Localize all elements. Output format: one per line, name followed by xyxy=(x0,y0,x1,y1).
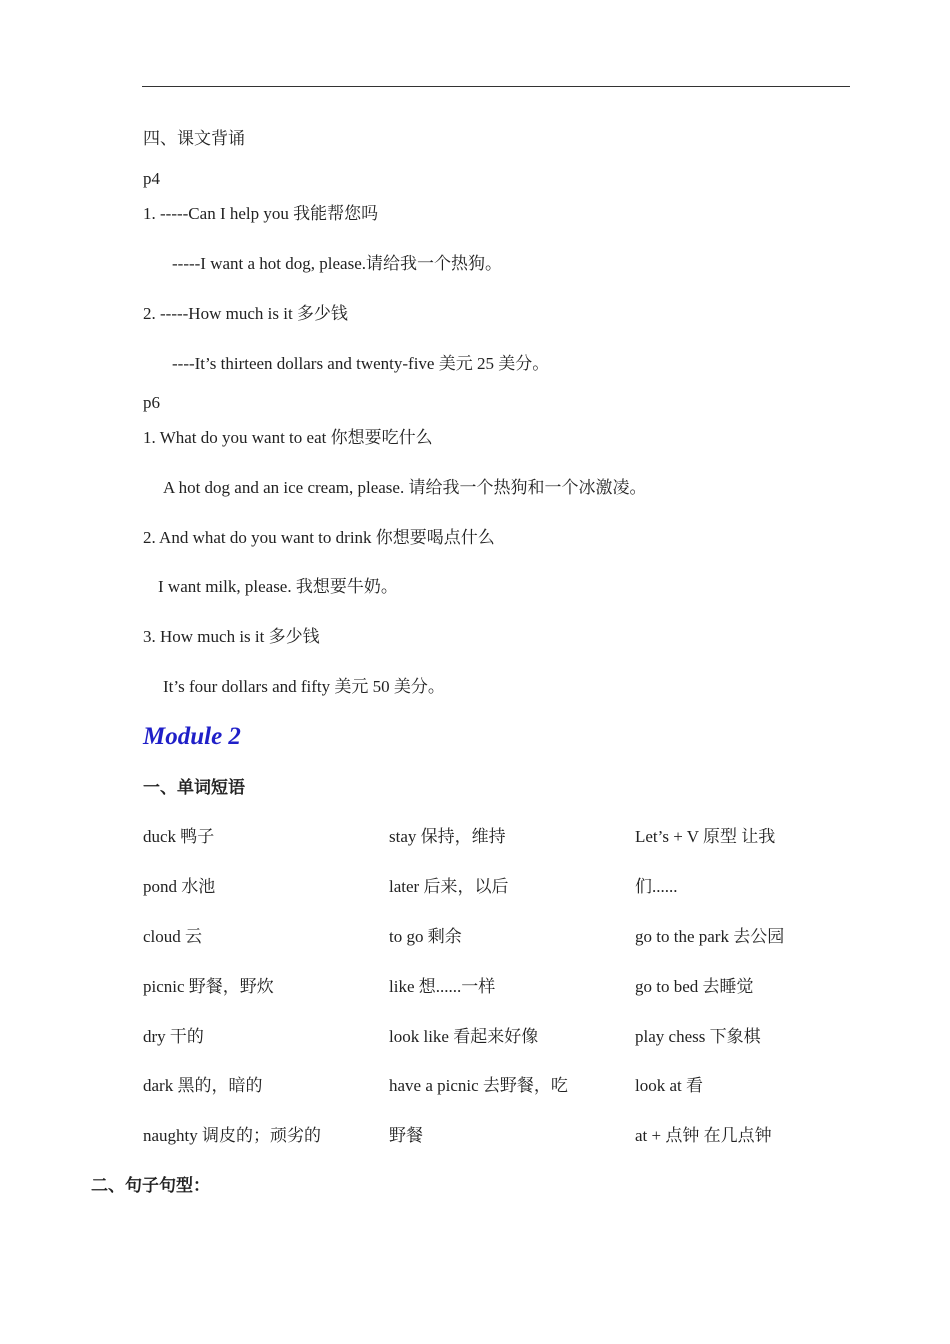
vocab-item: pond 水池 xyxy=(143,877,216,896)
dialogue-line: 1. What do you want to eat 你想要吃什么 xyxy=(143,428,433,447)
vocab-item: naughty 调皮的；顽劣的 xyxy=(143,1126,322,1145)
vocab-item: go to the park 去公园 xyxy=(635,927,785,946)
vocab-item: to go 剩余 xyxy=(389,927,462,946)
vocab-item: at + 点钟 在几点钟 xyxy=(635,1126,772,1145)
vocab-item: Let’s + V 原型 让我 xyxy=(635,827,776,846)
vocab-item: look like 看起来好像 xyxy=(389,1027,539,1046)
dialogue-line: 3. How much is it 多少钱 xyxy=(143,627,320,646)
dialogue-line: It’s four dollars and fifty 美元 50 美分。 xyxy=(163,677,445,696)
page-label-p6: p6 xyxy=(143,393,160,412)
vocab-item: picnic 野餐，野炊 xyxy=(143,977,274,996)
module-title: Module 2 xyxy=(143,723,241,750)
vocab-item: cloud 云 xyxy=(143,927,203,946)
vocab-item: 野餐 xyxy=(389,1126,423,1145)
vocab-item: stay 保持，维持 xyxy=(389,827,506,846)
vocab-item: dry 干的 xyxy=(143,1027,204,1046)
vocab-item: play chess 下象棋 xyxy=(635,1027,761,1046)
dialogue-line: A hot dog and an ice cream, please. 请给我一个热狗和一个冰激凌。 xyxy=(163,478,647,497)
sentence-heading: 二、句子句型： xyxy=(91,1176,210,1195)
section-heading-recitation: 四、课文背诵 xyxy=(143,129,245,148)
dialogue-line: I want milk, please. 我想要牛奶。 xyxy=(158,577,398,596)
dialogue-line: ----It’s thirteen dollars and twenty-five 美元 25 美分。 xyxy=(172,354,550,373)
page-label-p4: p4 xyxy=(143,169,160,188)
dialogue-line: -----I want a hot dog, please.请给我一个热狗。 xyxy=(172,254,503,273)
vocab-item: look at 看 xyxy=(635,1076,703,1095)
dialogue-line: 2. And what do you want to drink 你想要喝点什么 xyxy=(143,528,495,547)
vocab-item: duck 鸭子 xyxy=(143,827,215,846)
vocab-item: like 想......一样 xyxy=(389,977,496,996)
vocab-item: go to bed 去睡觉 xyxy=(635,977,754,996)
dialogue-line: 1. -----Can I help you 我能帮您吗 xyxy=(143,204,379,223)
dialogue-line: 2. -----How much is it 多少钱 xyxy=(143,304,348,323)
header-rule xyxy=(142,86,850,87)
vocab-item: dark 黑的，暗的 xyxy=(143,1076,263,1095)
vocab-item: later 后来，以后 xyxy=(389,877,509,896)
vocab-item: have a picnic 去野餐，吃 xyxy=(389,1076,568,1095)
vocab-item: 们...... xyxy=(635,877,678,896)
vocab-heading: 一、单词短语 xyxy=(143,778,245,797)
